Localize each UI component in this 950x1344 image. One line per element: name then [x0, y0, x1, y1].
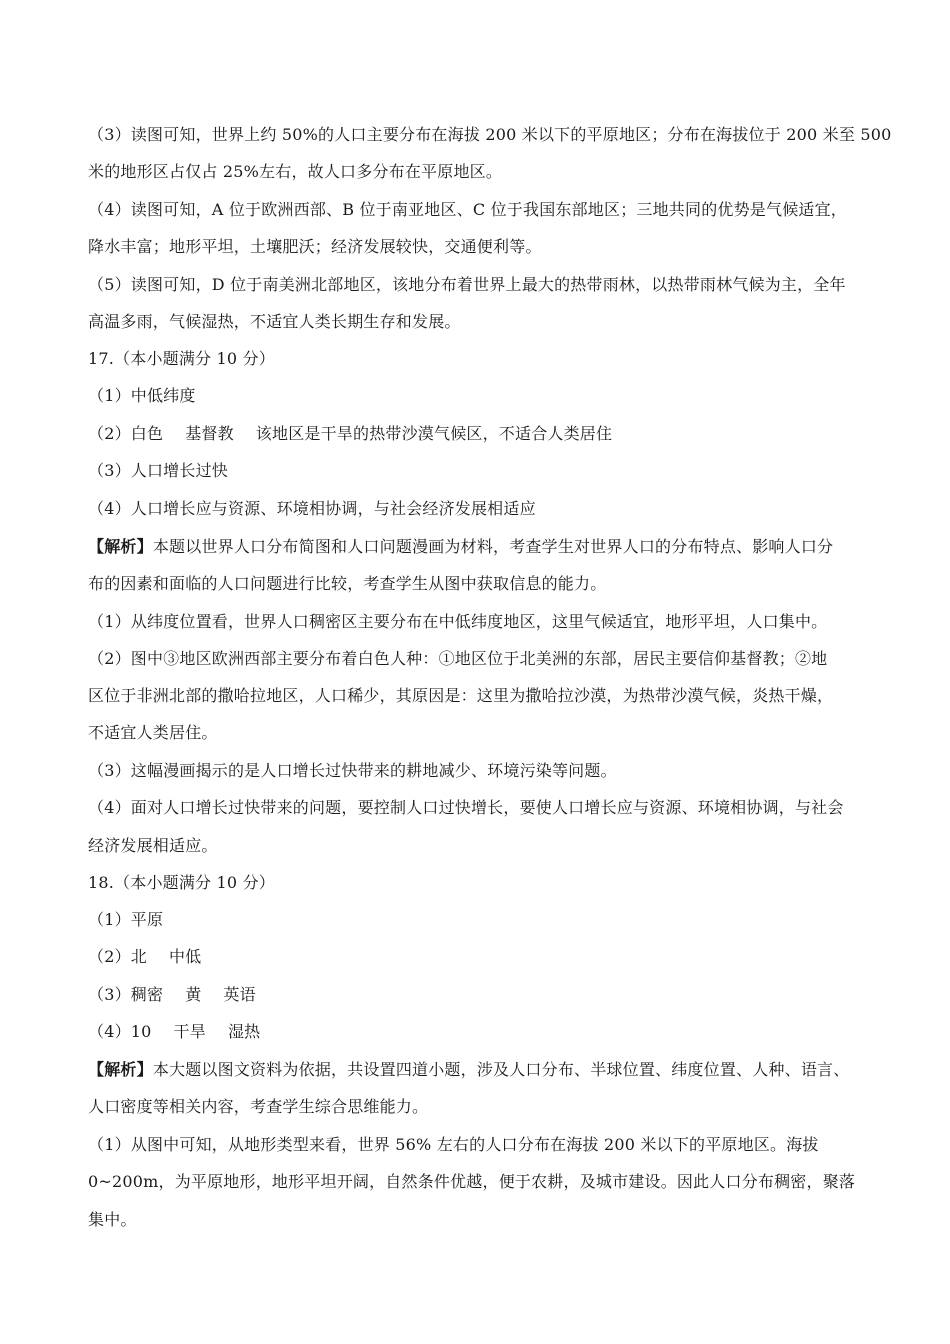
q17-answer-4: （4）人口增长应与资源、环境相协调，与社会经济发展相适应 [88, 499, 536, 518]
analysis-text: 本题以世界人口分布简图和人口问题漫画为材料，考查学生对世界人口的分布特点、影响人口分 [152, 537, 834, 556]
q18-explanation-1: 集中。 [88, 1210, 137, 1229]
q18-answer-2-part-a: （2）北 [88, 947, 147, 966]
q18-answer-4-part-c: 湿热 [227, 1022, 261, 1041]
q17-answer-2-part-a: （2）白色 [88, 424, 164, 443]
q18-answer-2 [88, 947, 201, 967]
q18-answer-2-part-b: 中低 [168, 947, 202, 966]
analysis-label: 【解析】 [88, 537, 153, 556]
q17-answer-2 [88, 424, 612, 444]
q18-explanation-1: 0~200m，为平原地形，地形平坦开阔，自然条件优越，便于农耕，及城市建设。因此人口分布稠密，聚落 [88, 1172, 856, 1191]
q17-answer-2-part-c: 该地区是干旱的热带沙漠气候区，不适合人类居住 [255, 424, 613, 443]
question-17-title: 17.（本小题满分 10 分） [88, 349, 275, 368]
q17-analysis-line: 布的因素和面临的人口问题进行比较，考查学生从图中获取信息的能力。 [88, 574, 607, 593]
q18-answer-3-part-a: （3）稠密 [88, 985, 164, 1004]
q17-explanation-2: （2）图中③地区欧洲西部主要分布着白色人种：①地区位于北美洲的东部，居民主要信仰基督教；②地 [88, 649, 828, 668]
q17-analysis-line [88, 537, 833, 557]
q18-analysis-line [88, 1060, 849, 1080]
q17-answer-3: （3）人口增长过快 [88, 461, 228, 480]
q17-explanation-2: 区位于非洲北部的撒哈拉地区，人口稀少，其原因是：这里为撒哈拉沙漠，为热带沙漠气候，炎热干燥， [88, 686, 834, 705]
q18-explanation-1: （1）从图中可知，从地形类型来看，世界 56% 左右的人口分布在海拔 200 米以下的平原地区。海拔 [88, 1135, 819, 1154]
paragraph-line: （5）读图可知，D 位于南美洲北部地区，该地分布着世界上最大的热带雨林，以热带雨林气候为主，全年 [88, 275, 846, 294]
q18-analysis-line: 人口密度等相关内容，考查学生综合思维能力。 [88, 1097, 429, 1116]
q17-explanation-2: 不适宜人类居住。 [88, 723, 218, 742]
q17-answer-1: （1）中低纬度 [88, 386, 196, 405]
question-18-title: 18.（本小题满分 10 分） [88, 873, 275, 892]
q17-explanation-4: （4）面对人口增长过快带来的问题，要控制人口过快增长，要使人口增长应与资源、环境相协调，与社会 [88, 798, 844, 817]
analysis-text: 本大题以图文资料为依据，共设置四道小题，涉及人口分布、半球位置、纬度位置、人种、语言、 [152, 1060, 850, 1079]
paragraph-line: （3）读图可知，世界上约 50%的人口主要分布在海拔 200 米以下的平原地区；分布在海拔位于 200 米至 500 [88, 125, 892, 144]
q17-explanation-3: （3）这幅漫画揭示的是人口增长过快带来的耕地减少、环境污染等问题。 [88, 761, 617, 780]
q17-explanation-1: （1）从纬度位置看，世界人口稠密区主要分布在中低纬度地区，这里气候适宜，地形平坦，人口集中。 [88, 612, 828, 631]
q18-answer-3 [88, 985, 256, 1005]
q17-answer-2-part-b: 基督教 [185, 424, 234, 443]
paragraph-line: 高温多雨，气候湿热，不适宜人类长期生存和发展。 [88, 312, 461, 331]
paragraph-line: 米的地形区占仅占 25%左右，故人口多分布在平原地区。 [88, 162, 503, 181]
paragraph-line: 降水丰富；地形平坦，土壤肥沃；经济发展较快，交通便利等。 [88, 237, 542, 256]
q18-answer-4-part-a: （4）10 [88, 1022, 152, 1041]
analysis-label: 【解析】 [88, 1060, 153, 1079]
q18-answer-1: （1）平原 [88, 910, 164, 929]
q17-explanation-4: 经济发展相适应。 [88, 836, 218, 855]
q18-answer-3-part-b: 黄 [185, 985, 202, 1004]
paragraph-line: （4）读图可知，A 位于欧洲西部、B 位于南亚地区、C 位于我国东部地区；三地共同的优势是气候适宜， [88, 200, 847, 219]
q18-answer-3-part-c: 英语 [223, 985, 256, 1004]
q18-answer-4 [88, 1022, 260, 1042]
q18-answer-4-part-b: 干旱 [173, 1022, 206, 1041]
